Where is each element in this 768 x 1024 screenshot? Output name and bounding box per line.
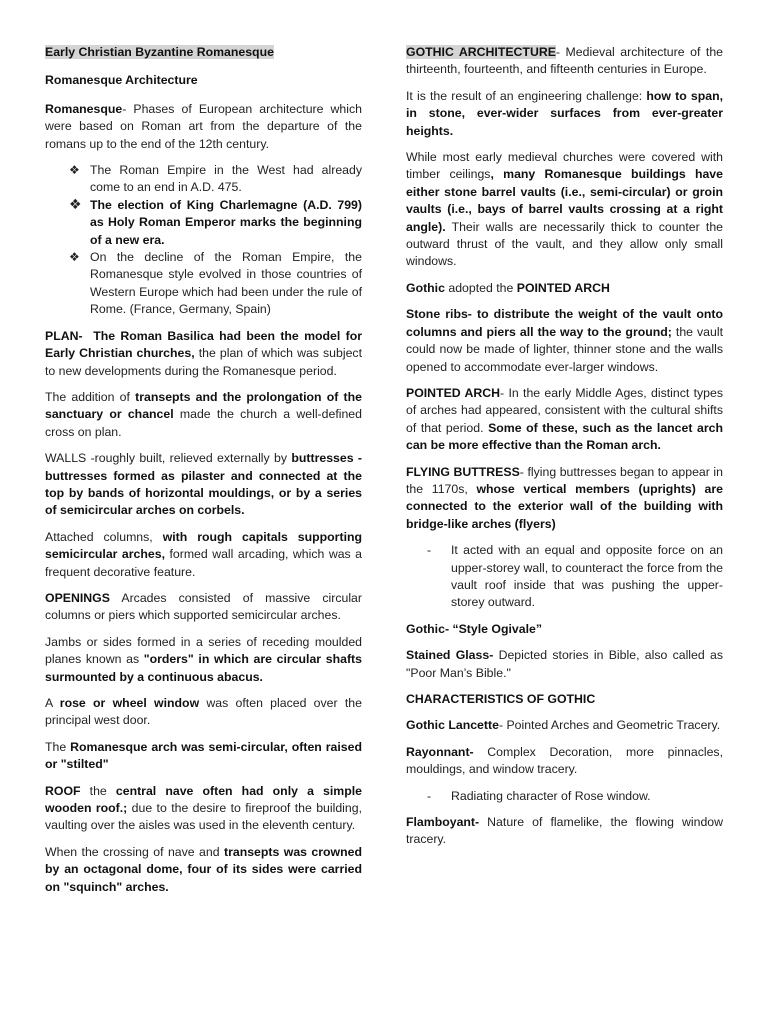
section-heading: Romanesque Architecture (45, 73, 198, 88)
bullet-item: ❖ The election of King Charlemagne (A.D. 799) as Holy Roman Emperor marks the beginning of a new era. (69, 195, 362, 247)
rayonnant-points (406, 788, 723, 805)
section-heading-para (45, 72, 362, 89)
stained-glass-paragraph: Stained Glass- Depicted stories in Bible, also called as "Poor Man’s Bible." (406, 648, 723, 680)
crossing-paragraph: When the crossing of nave and transepts was crowned by an octagonal dome, four of its sides were carried on "squinch" arches. (45, 844, 362, 894)
romanesque-bullets (45, 162, 362, 319)
challenge-paragraph: It is the result of an engineering challenge: how to span, in stone, ever-wider surfaces from ever-greater heights. (406, 88, 723, 138)
rayonnant-paragraph: Rayonnant- Complex Decoration, more pinnacles, mouldings, and window tracery. (406, 744, 723, 777)
vaults-paragraph: While most early medieval churches were covered with timber ceilings, many Romanesque buildings have either stone barrel vaults (i.e., semi-circular) or groin vaults (i.e., bays of barrel vaults crossing at a right angle). Their walls are necessarily thick to counter the outward thrust of the vault, and they allow only small windows. (406, 150, 723, 269)
flying-buttress-paragraph: FLYING BUTTRESS- flying buttresses began to appear in the 1170s, whose vertical members (uprights) are connected to the exterior wall of the building with bridge-like arches (flyers) (406, 464, 723, 531)
roof-paragraph: ROOF the central nave often had only a simple wooden roof.; due to the desire to fireproof the building, vaulting over the aisles was used in the eleventh century. (45, 783, 363, 833)
openings-paragraph: OPENINGS Arcades consisted of massive circular columns or piers which supported semicircular arches. (45, 590, 362, 623)
pointed-arch-paragraph: POINTED ARCH- In the early Middle Ages, distinct types of arches had appeared, consistent with the cultural shifts of that period. Some of these, such as the lancet arch can be more effective than the Roman arch. (406, 385, 724, 453)
doc-title: Early Christian Byzantine Romanesque (45, 45, 274, 59)
characteristics-heading: CHARACTERISTICS OF GOTHIC (406, 692, 596, 706)
romanesque-definition: Romanesque- Phases of European architecture which were based on Roman art from the departure of the romans up to the end of the 12th century. (45, 101, 362, 151)
flamboyant-paragraph: Flamboyant- Nature of flamelike, the flowing window tracery. (406, 815, 723, 847)
rose-window-paragraph: A rose or wheel window was often placed over the principal west door. (45, 696, 362, 728)
dash-bullet-icon: - (427, 788, 432, 803)
arch-paragraph: The Romanesque arch was semi-circular, often raised or "stilted" (45, 739, 362, 772)
plan-paragraph: PLAN- The Roman Basilica had been the model for Early Christian churches, the plan of which was subject to new developments during the Romanesque period. (45, 328, 362, 378)
gothic-definition: GOTHIC ARCHITECTURE- Medieval architecture of the thirteenth, fourteenth, and fifteenth centuries in Europe. (406, 45, 723, 77)
lancette-paragraph: Gothic Lancette- Pointed Arches and Geometric Tracery. (406, 718, 721, 733)
stone-ribs-paragraph: Stone ribs- to distribute the weight of the vault onto columns and piers all the way to the ground; the vault could now be made of lighter, thinner stone and the walls opened to accommodate ever-larger windows. (406, 307, 723, 374)
pointed-arch-adopted: Gothic adopted the POINTED ARCH (406, 280, 610, 295)
columns-paragraph: Attached columns, with rough capitals supporting semicircular arches, formed wall arcading, which was a frequent decorative feature. (45, 529, 363, 579)
style-ogivale: Gothic- “Style Ogivale” (406, 621, 542, 636)
bullet-item: ❖ The Roman Empire in the West had already come to an end in A.D. 475. (69, 163, 362, 195)
right-column (406, 44, 723, 858)
bullet-item: ❖ On the decline of the Roman Empire, the Romanesque style evolved in those countries of Western Europe which had been under the rule of Rome. (France, Germany, Spain) (69, 250, 362, 317)
dash-item: - Radiating character of Rose window. (406, 788, 723, 805)
diamond-bullet-icon: ❖ (69, 163, 80, 178)
left-column (45, 44, 362, 905)
doc-title-para (45, 44, 362, 61)
flying-buttress-points (406, 542, 723, 612)
dash-bullet-icon: - (427, 543, 432, 558)
jambs-paragraph: Jambs or sides formed in a series of receding moulded planes known as "orders" in which are circular shafts surmounted by a continuous abacus. (45, 634, 362, 684)
walls-paragraph: WALLS -roughly built, relieved externally by buttresses - buttresses formed as pilaster and connected at the top by bands of horizontal mouldings, or by a series of semicircular arches on corbels. (45, 451, 362, 518)
dash-item: - It acted with an equal and opposite force on an upper-storey wall, to counteract the force from the vault roof inside that was pushing the upper-storey outward. (427, 543, 723, 610)
diamond-bullet-icon: ❖ (69, 250, 80, 265)
transepts-paragraph: The addition of transepts and the prolongation of the sanctuary or chancel made the church a well-defined cross on plan. (45, 389, 362, 439)
diamond-bullet-icon: ❖ (69, 195, 82, 212)
